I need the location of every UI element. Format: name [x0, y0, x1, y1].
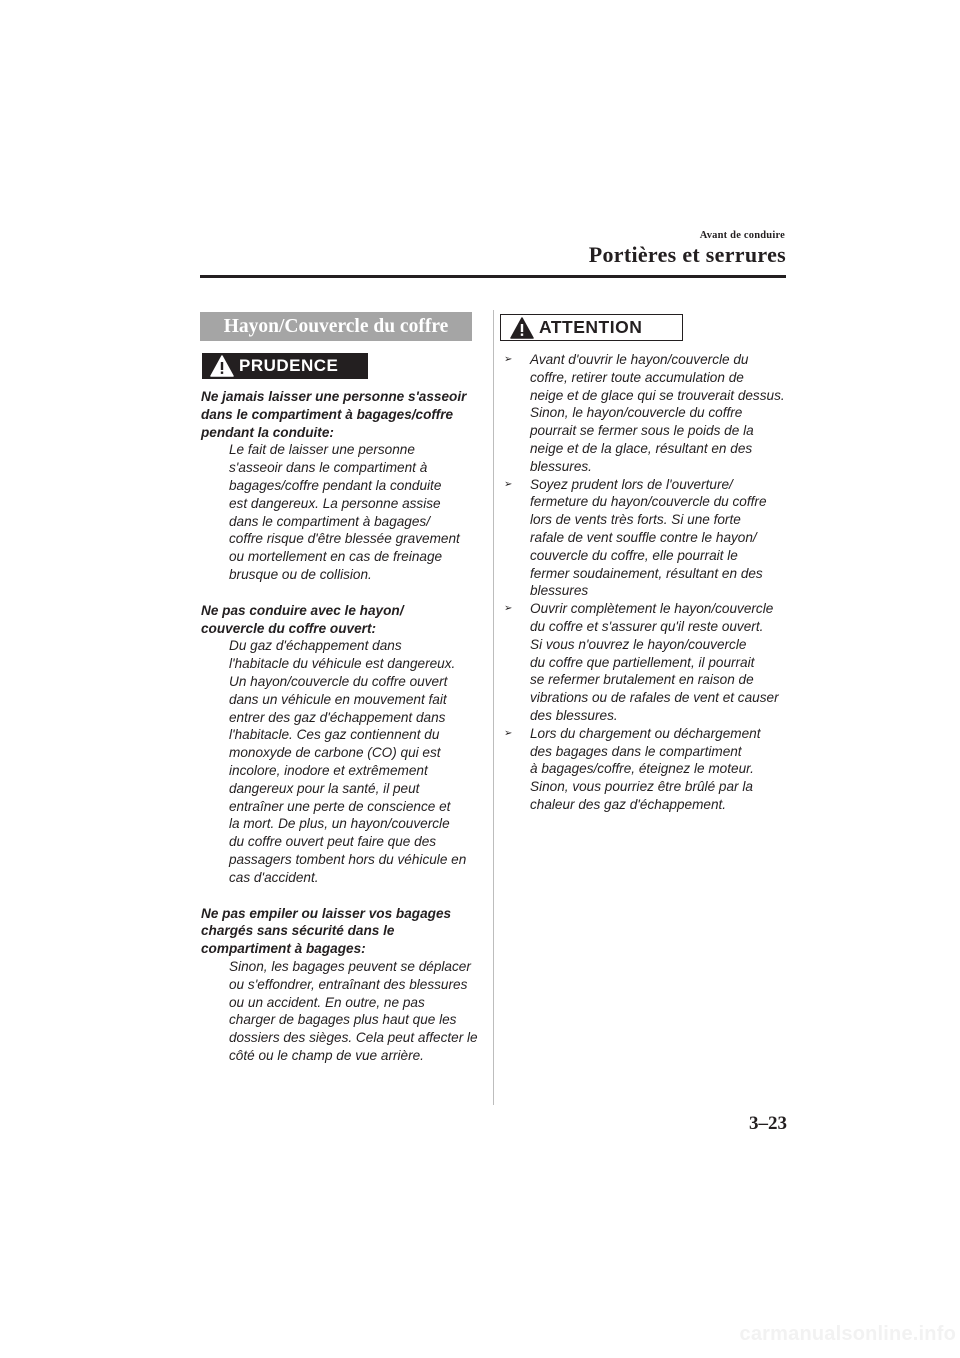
attention-item — [503, 600, 789, 725]
attention-item-text: Avant d'ouvrir le hayon/couvercle du coffre, retirer toute accumulation de neige et de glace qui se trouverait dessus. Sinon, le hayon/couvercle du coffre pourrait se fermer sous le poids de la neige et de la glace, résultant en des blessures. — [530, 352, 785, 474]
arrow-bullet-icon: ➢ — [504, 603, 513, 615]
header-rule — [200, 275, 786, 278]
attention-item — [503, 476, 789, 601]
prudence-item — [201, 388, 486, 584]
prudence-badge — [202, 353, 368, 379]
prudence-label: PRUDENCE — [239, 356, 339, 375]
prudence-item — [201, 602, 486, 887]
warning-icon — [210, 355, 234, 377]
page-number: 3–23 — [749, 1113, 787, 1134]
attention-label: ATTENTION — [539, 317, 643, 337]
footer-watermark: carmanualsonline.info — [739, 1323, 956, 1345]
attention-badge — [500, 314, 683, 341]
prudence-item-body: Sinon, les bagages peuvent se déplacer ou s'effondrer, entraînant des blessures ou un accident. En outre, ne pas charger de bagages plus haut que les dossiers des sièges. Cela peut affecter le côté ou le champ de vue arrière. — [229, 958, 478, 1063]
header-section-label: Avant de conduire — [699, 230, 785, 241]
attention-item-text: Ouvrir complètement le hayon/couvercle du coffre et s'assurer qu'il reste ouvert. Si vous n'ouvrez le hayon/couvercle du coffre que partiellement, il pourrait se refermer brutalement en raison de vibrations ou de rafales de vent et causer des blessures. — [530, 601, 779, 723]
prudence-item-body: Le fait de laisser une personne s'asseoir dans le compartiment à bagages/coffre pendant la conduite est dangereux. La personne assise dans le compartiment à bagages/ coffre risque d'être blessée gravement ou mortellement en cas de freinage brusque ou de collision. — [229, 442, 460, 582]
warning-icon — [510, 317, 534, 339]
section-title-bar: Hayon/Couvercle du coffre — [200, 312, 472, 341]
prudence-item-heading: Ne jamais laisser une personne s'asseoir dans le compartiment à bagages/coffre pendant la conduite: — [201, 389, 467, 440]
prudence-item — [201, 905, 486, 1065]
prudence-item-heading: Ne pas empiler ou laisser vos bagages chargés sans sécurité dans le compartiment à bagages: — [201, 905, 452, 957]
attention-item — [503, 725, 789, 814]
arrow-bullet-icon: ➢ — [504, 478, 513, 490]
attention-list — [503, 351, 789, 814]
prudence-content — [201, 388, 486, 1083]
attention-item-text: Soyez prudent lors de l'ouverture/ fermeture du hayon/couvercle du coffre lors de vents très forts. Si une forte rafale de vent souffle contre le hayon/ couvercle du coffre, elle pourrait le fermer soudainement, résultant en des blessures — [530, 476, 767, 599]
arrow-bullet-icon: ➢ — [504, 727, 513, 739]
prudence-item-heading: Ne pas conduire avec le hayon/ couvercle du coffre ouvert: — [201, 602, 404, 636]
prudence-item-body: Du gaz d'échappement dans l'habitacle du véhicule est dangereux. Un hayon/couvercle du coffre ouvert dans un véhicule en mouvement fait entrer des gaz d'échappement dans l'habitacle. Ces gaz contiennent du monoxyde de carbone (CO) qui est incolore, inodore et extrêmement dangereux pour la santé, il peut entraîner une perte de conscience et la mort. De plus, un hayon/couvercle du coffre ouvert peut faire que des passagers tombent hors du véhicule en cas d'accident. — [229, 638, 467, 885]
attention-item — [503, 351, 789, 476]
attention-item-text: Lors du chargement ou déchargement des bagages dans le compartiment à bagages/coffre, éteignez le moteur. Sinon, vous pourriez être brûlé par la chaleur des gaz d'échappement. — [530, 725, 761, 812]
arrow-bullet-icon: ➢ — [504, 354, 513, 365]
chapter-title: Portières et serrures — [588, 242, 786, 267]
column-divider — [493, 310, 494, 1105]
